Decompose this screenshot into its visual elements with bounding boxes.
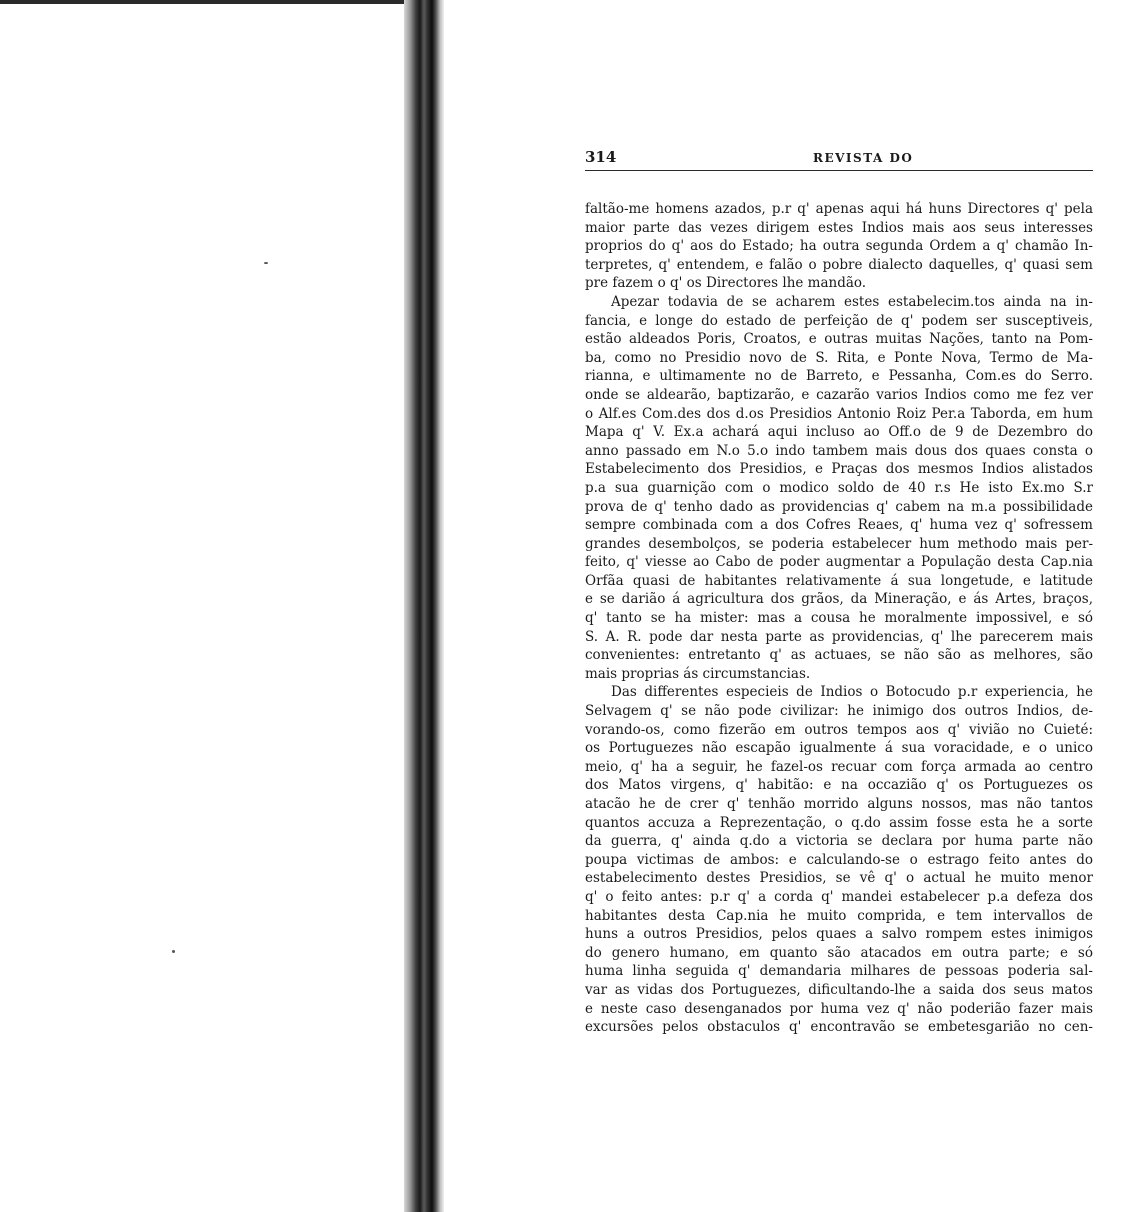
text-line: rianna, e ultimamente no de Barreto, e Pessanha, Com.es do Serro. — [585, 368, 1093, 385]
text-line: atacão he de crer q' tenhão morrido alguns nossos, mas não tantos — [585, 796, 1093, 812]
running-head — [585, 148, 1093, 171]
text-line: convenientes: entretanto q' as actuaes, se não são as melhores, são — [585, 647, 1093, 664]
text-line: estão aldeados Poris, Croatos, e outras muitas Nações, tanto na Pom- — [585, 331, 1093, 348]
text-line: quantos accuza a Reprezentação, o q.do assim fosse esta he a sorte — [585, 814, 1093, 831]
text-line: Das differentes especieis de Indios o Botocudo p.r experiencia, he — [611, 684, 1093, 701]
text-line: do genero humano, em quanto são atacados em outra parte; e só — [585, 944, 1093, 961]
page-number: 314 — [585, 148, 617, 166]
text-line: e se darião á agricultura dos grãos, da Mineração, e ás Artes, braços, — [585, 591, 1093, 608]
text-line: poupa victimas de ambos: e calculando-se o estrago feito antes do — [585, 851, 1093, 868]
text-line: meio, q' ha a seguir, he fazel-os recuar com força armada ao centro — [585, 758, 1093, 775]
text-line: sempre combinada com a dos Cofres Reaes, q' huma vez q' sofressem — [585, 517, 1093, 534]
text-line: Apezar todavia de se acharem estes estabelecim.tos ainda na in- — [611, 293, 1093, 310]
text-line: S. A. R. pode dar nesta parte as providencias, q' lhe parecerem mais — [585, 628, 1093, 645]
text-line: vorando-os, como fizerão em outros tempos aos q' vivião no Cuieté: — [585, 721, 1093, 738]
text-line: terpretes, q' entendem, e falão o pobre dialecto daquelles, q' quasi sem — [585, 256, 1093, 273]
book-gutter — [404, 0, 444, 1212]
text-line: Estabelecimento dos Presidios, e Praças dos mesmos Indios alistados — [585, 461, 1093, 478]
text-line: onde se aldearão, baptizarão, e cazarão varios Indios como me fez ver — [585, 386, 1093, 403]
text-line: da guerra, q' ainda q.do a victoria se declara por huma parte não — [585, 833, 1093, 850]
paper-speck — [172, 950, 175, 953]
paper-speck — [264, 262, 268, 264]
text-line: q' tanto se ha mister: mas a cousa he moralmente impossivel, e só — [585, 610, 1093, 627]
left-page-top-edge — [0, 0, 410, 4]
text-line: q' o feito antes: p.r q' a corda q' mandei estabelecer p.a defeza dos — [585, 888, 1093, 905]
text-line: p.a sua guarnição com o modico soldo de 40 r.s He isto Ex.mo S.r — [585, 479, 1093, 496]
left-blank-page — [0, 0, 410, 1212]
text-line: dos Matos virgens, q' habitão: e na occazião q' os Portuguezes os — [585, 777, 1093, 794]
text-line: anno passado em N.o 5.o indo tambem mais dous dos quaes consta o — [585, 442, 1093, 459]
text-line: grandes desembolços, se poderia estabelecer hum methodo mais per- — [585, 535, 1093, 552]
text-line: o Alf.es Com.des dos d.os Presidios Antonio Roiz Per.a Taborda, em hum — [585, 405, 1093, 422]
text-line: os Portuguezes não escapão igualmente á sua voracidade, e o unico — [585, 740, 1093, 757]
text-line: var as vidas dos Portuguezes, dificultando-lhe a saida dos seus matos — [585, 981, 1093, 998]
body-text — [585, 200, 1093, 1037]
text-line: Orfãa quasi de habitantes relativamente á sua longetude, e latitude — [585, 572, 1093, 589]
journal-title: REVISTA DO — [813, 151, 914, 165]
text-line: huns a outros Presidios, pelos quaes a salvo rompem estes inimigos — [585, 926, 1093, 943]
text-line: fancia, e longe do estado de perfeição de q' podem ser susceptiveis, — [585, 312, 1093, 329]
text-line: mais proprias ás circumstancias. — [585, 665, 811, 682]
text-line: ba, como no Presidio novo de S. Rita, e Ponte Nova, Termo de Ma- — [585, 349, 1093, 366]
text-line: Mapa q' V. Ex.a achará aqui incluso ao Off.o de 9 de Dezembro do — [585, 424, 1093, 441]
text-line: faltão-me homens azados, p.r q' apenas aqui há huns Directores q' pela — [585, 201, 1093, 217]
text-line: estabelecimento destes Presidios, se vê q' o actual he muito menor — [585, 870, 1093, 887]
text-line: prova de q' tenho dado as providencias q' cabem na m.a possibilidade — [585, 498, 1093, 515]
text-line: pre fazem o q' os Directores lhe mandão. — [585, 275, 867, 292]
text-line: huma linha seguida q' demandaria milhares de pessoas poderia sal- — [585, 963, 1093, 980]
text-line: maior parte das vezes dirigem estes Indios mais aos seus interesses — [585, 219, 1093, 236]
text-line: Selvagem q' se não pode civilizar: he inimigo dos outros Indios, de- — [585, 703, 1093, 720]
text-line: feito, q' viesse ao Cabo de poder augmentar a População desta Cap.nia — [585, 554, 1093, 571]
text-line: excursões pelos obstaculos q' encontravão se embetesgarião no cen- — [585, 1019, 1093, 1036]
right-text-page — [444, 0, 1127, 1212]
text-line: e neste caso desenganados por huma vez q' não poderião fazer mais — [585, 1000, 1093, 1017]
text-line: habitantes desta Cap.nia he muito comprida, e tem intervallos de — [585, 907, 1093, 924]
text-line: proprios do q' aos do Estado; ha outra segunda Ordem a q' chamão In- — [585, 238, 1093, 255]
